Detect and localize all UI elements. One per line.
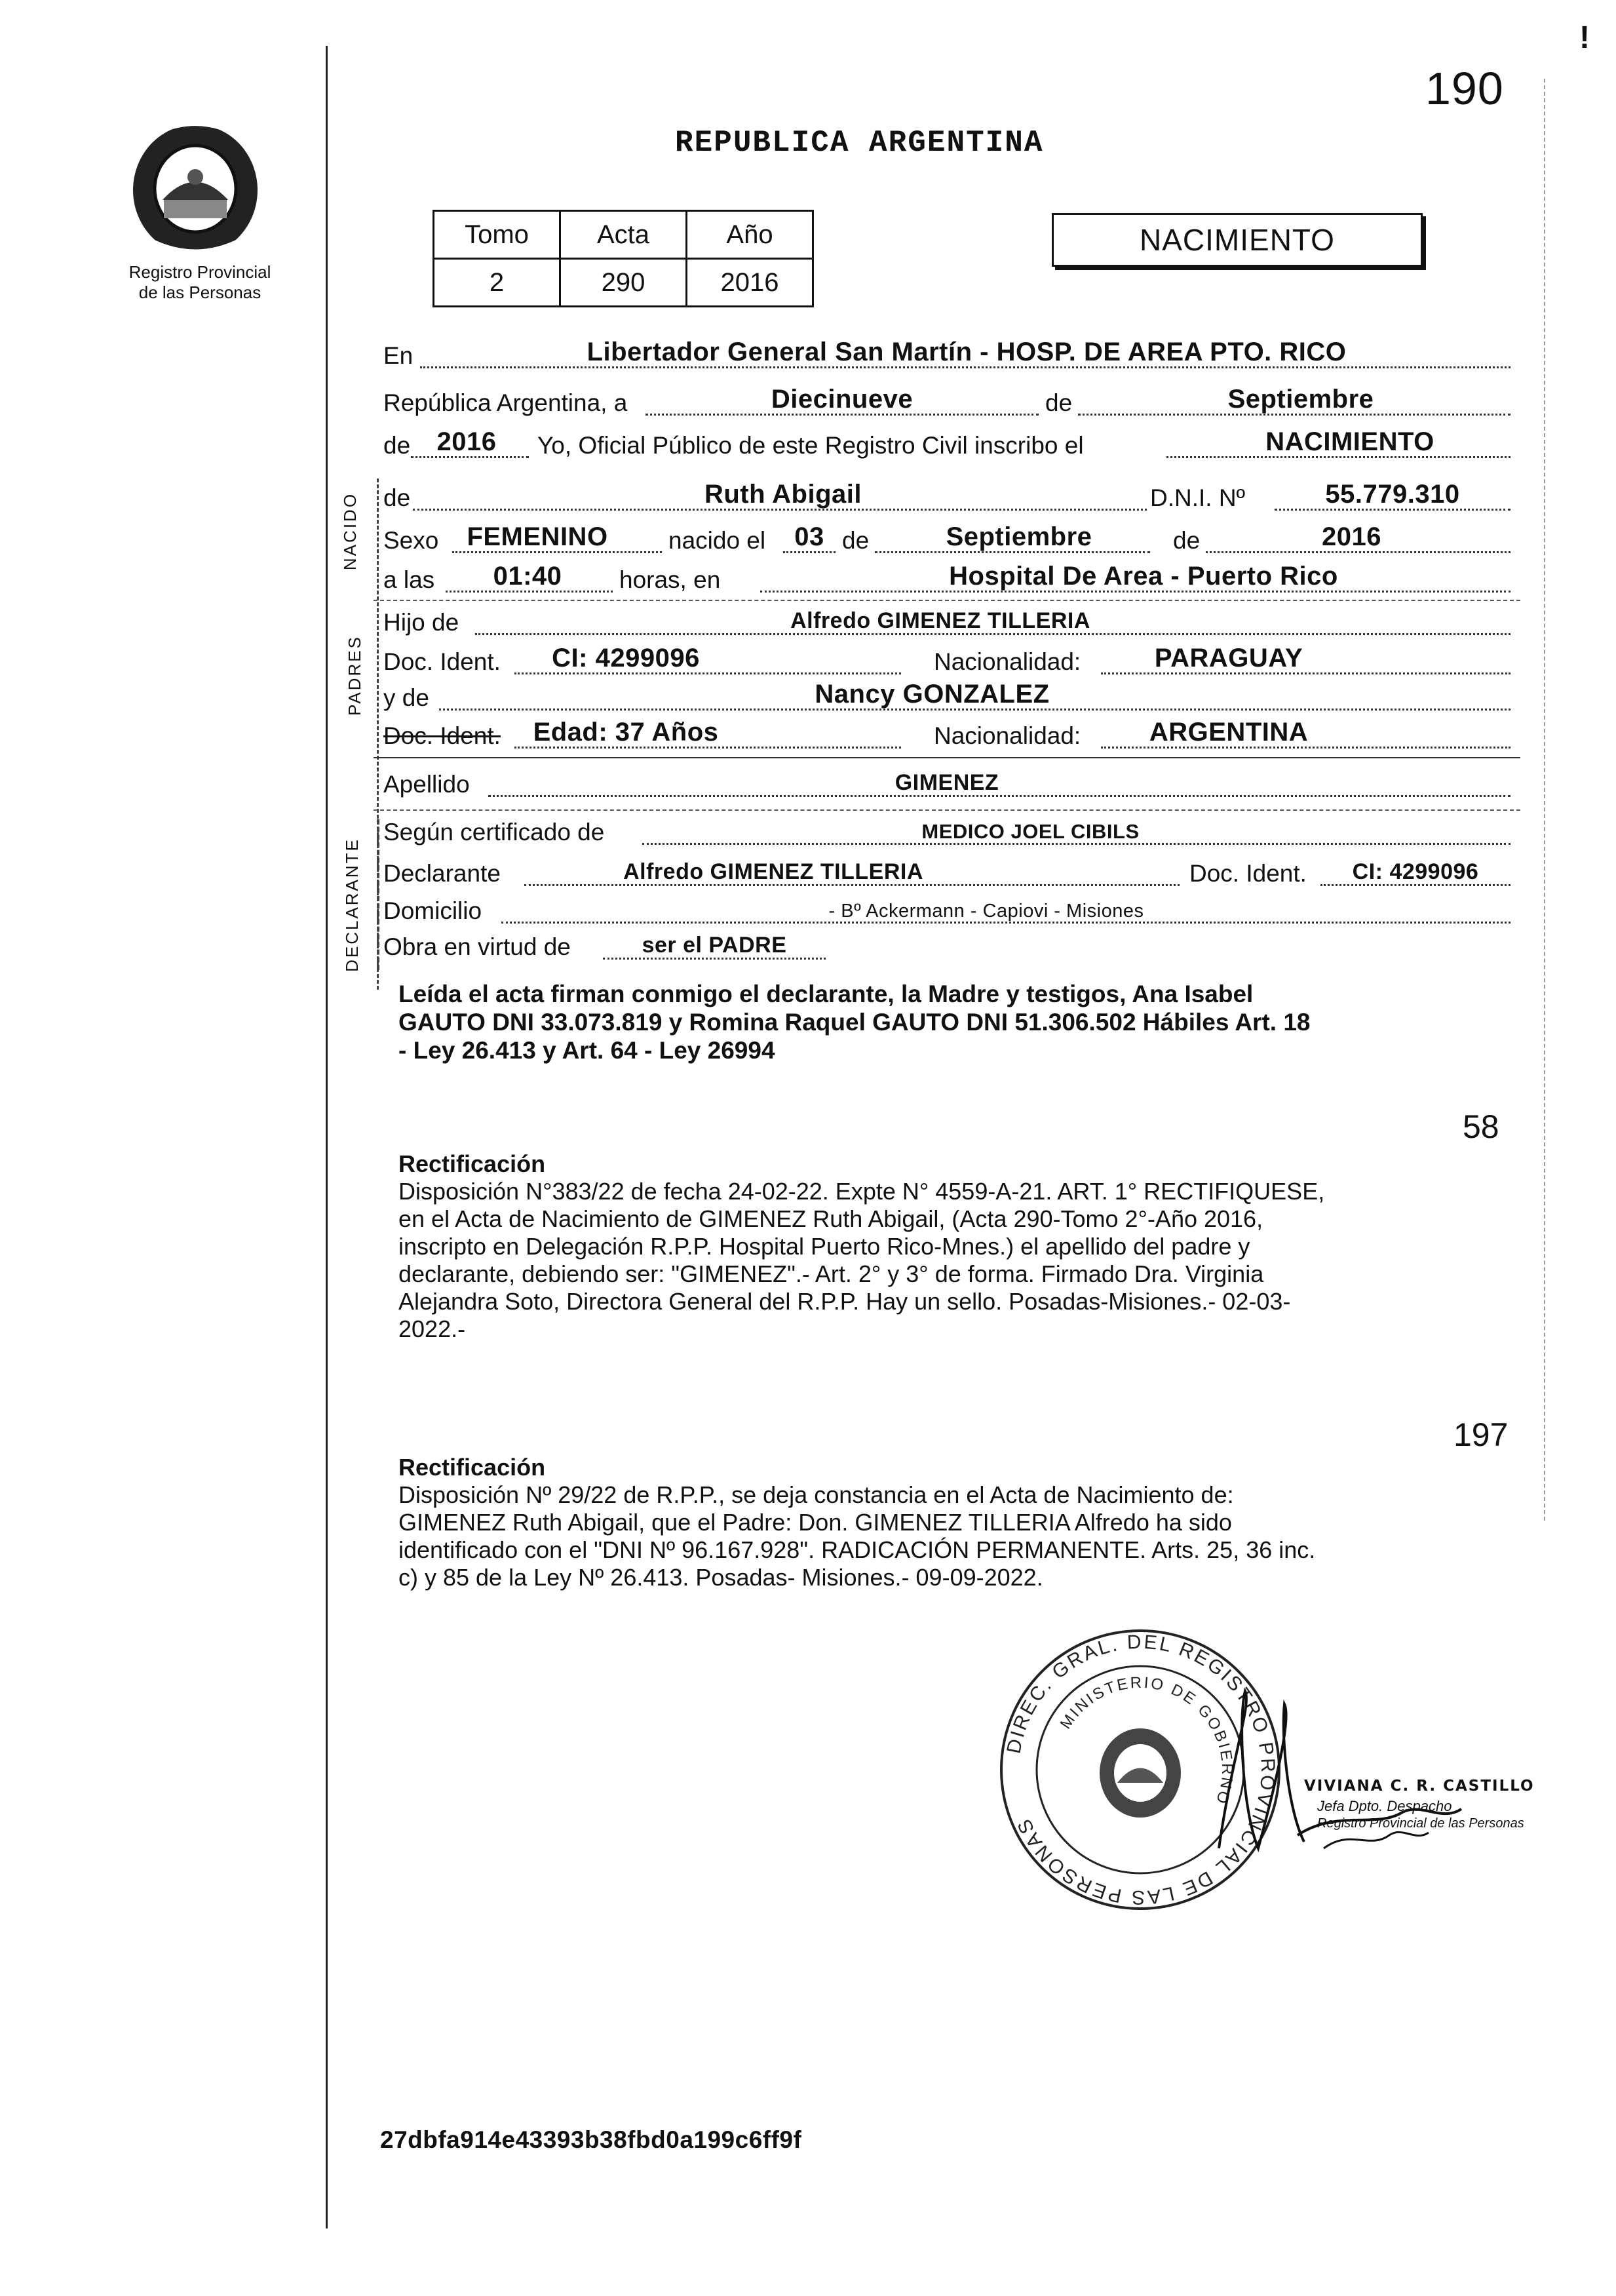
header-tomo: Tomo bbox=[434, 211, 560, 259]
nacionalidad-label: Nacionalidad: bbox=[934, 648, 1081, 675]
header-ano: Año bbox=[687, 211, 813, 259]
father-doc-line bbox=[383, 646, 1510, 680]
closing-statement bbox=[398, 980, 1526, 1064]
rectification-2-line-4: c) y 85 de la Ley Nº 26.413. Posadas- Misiones.- 09-09-2022. bbox=[398, 1564, 1043, 1591]
closing-line-2: GAUTO DNI 33.073.819 y Romina Raquel GAUTO DNI 51.306.502 Hábiles Art. 18 bbox=[398, 1009, 1311, 1036]
doc-ident-label: Doc. Ident. bbox=[383, 648, 501, 675]
yde-label: y de bbox=[383, 684, 429, 711]
doc-ident-label: Doc. Ident. bbox=[1189, 860, 1307, 887]
closing-line-1: Leída el acta firman conmigo el declarante, la Madre y testigos, Ana Isabel bbox=[398, 981, 1254, 1007]
nacido-section-label: NACIDO bbox=[340, 492, 360, 571]
event-type: NACIMIENTO bbox=[1265, 427, 1434, 456]
hijo-label: Hijo de bbox=[383, 609, 459, 636]
birth-year: 2016 bbox=[1322, 522, 1381, 551]
nacido-label: nacido el bbox=[668, 527, 766, 554]
father-document: CI: 4299096 bbox=[552, 644, 700, 672]
rectification-1-line-1: Disposición N°383/22 de fecha 24-02-22. Expte N° 4559-A-21. ART. 1° RECTIFIQUESE, bbox=[398, 1178, 1325, 1205]
declarant-name: Alfredo GIMENEZ TILLERIA bbox=[623, 859, 923, 884]
officer-text: Yo, Oficial Público de este Registro Civil inscribo el bbox=[537, 432, 1084, 459]
province-coat-of-arms-logo bbox=[123, 111, 267, 262]
surname-line bbox=[383, 768, 1510, 802]
nacionalidad-label: Nacionalidad: bbox=[934, 722, 1081, 749]
rectification-1-number: 58 bbox=[1463, 1108, 1499, 1145]
child-sex: FEMENINO bbox=[467, 522, 608, 551]
declarante-label: Declarante bbox=[383, 860, 501, 887]
birth-day: 03 bbox=[794, 522, 824, 551]
declarant-document: CI: 4299096 bbox=[1352, 859, 1479, 884]
certificado-label: Según certificado de bbox=[383, 819, 605, 846]
declarant-line bbox=[383, 857, 1510, 891]
sex-birth-line bbox=[383, 524, 1510, 558]
child-dni: 55.779.310 bbox=[1325, 480, 1460, 509]
country-title: REPUBLICA ARGENTINA bbox=[675, 126, 1044, 160]
margin-mark: ! bbox=[1579, 20, 1590, 55]
certificate-issuer: MEDICO JOEL CIBILS bbox=[921, 820, 1140, 843]
birth-time: 01:40 bbox=[493, 562, 562, 591]
rectification-2-block bbox=[398, 1454, 1539, 1591]
de-label: de bbox=[383, 484, 411, 511]
value-tomo: 2 bbox=[434, 259, 560, 307]
section-separator bbox=[374, 809, 1520, 811]
registry-caption bbox=[111, 262, 288, 303]
act-type-box: NACIMIENTO bbox=[1052, 213, 1423, 267]
rectification-2-number: 197 bbox=[1453, 1416, 1509, 1453]
padres-section-label: PADRES bbox=[345, 635, 364, 716]
registry-line-1: Registro Provincial bbox=[128, 262, 271, 282]
de-label: de bbox=[1173, 527, 1201, 554]
surname-value: GIMENEZ bbox=[895, 770, 999, 795]
right-margin-rule bbox=[1544, 79, 1545, 1521]
rectification-2-line-3: identificado con el "DNI Nº 96.167.928". RADICACIÓN PERMANENTE. Arts. 25, 36 inc. bbox=[398, 1536, 1316, 1563]
section-separator bbox=[374, 757, 1520, 758]
de-label: de bbox=[842, 527, 870, 554]
section-separator bbox=[374, 600, 1520, 601]
handwritten-signature bbox=[1206, 1678, 1494, 1875]
en-label: En bbox=[383, 342, 414, 369]
page-number: 190 bbox=[1425, 63, 1504, 114]
declarant-reason: ser el PADRE bbox=[642, 933, 787, 958]
rectification-1-line-4: declarante, debiendo ser: "GIMENEZ".- Art. 2° y 3° de forma. Firmado Dra. Virginia bbox=[398, 1260, 1264, 1287]
republica-label: República Argentina, a bbox=[383, 389, 628, 416]
rectification-1-block bbox=[398, 1150, 1539, 1343]
officer-line bbox=[383, 429, 1510, 463]
mother-doc-line bbox=[383, 720, 1510, 754]
mother-line bbox=[383, 682, 1510, 716]
address-line bbox=[383, 895, 1510, 929]
dni-label: D.N.I. Nº bbox=[1150, 484, 1246, 511]
birth-place: Hospital De Area - Puerto Rico bbox=[949, 562, 1338, 591]
place-line bbox=[383, 340, 1510, 374]
father-line bbox=[383, 606, 1510, 640]
value-ano: 2016 bbox=[687, 259, 813, 307]
obra-label: Obra en virtud de bbox=[383, 933, 571, 960]
closing-line-3: - Ley 26.413 y Art. 64 - Ley 26994 bbox=[398, 1037, 775, 1064]
de-label: de bbox=[383, 432, 411, 459]
apellido-label: Apellido bbox=[383, 771, 470, 798]
declarant-address: - Bº Ackermann - Capiovi - Misiones bbox=[828, 901, 1144, 922]
registry-line-2: de las Personas bbox=[138, 282, 261, 302]
declarante-section-label: DECLARANTE bbox=[341, 838, 362, 972]
margin-rule bbox=[326, 46, 328, 2228]
rectification-2-line-2: GIMENEZ Ruth Abigail, que el Padre: Don. GIMENEZ TILLERIA Alfredo ha sido bbox=[398, 1509, 1232, 1536]
stamp-outer-text: DIREC. GRAL. DEL REGISTRO PROVINCIAL DE LAS PERSONAS bbox=[1003, 1631, 1279, 1909]
de-label: de bbox=[1045, 389, 1073, 416]
mother-age: Edad: 37 Años bbox=[533, 718, 719, 747]
tomo-acta-ano-table bbox=[433, 210, 814, 307]
rectification-2-title: Rectificación bbox=[398, 1454, 546, 1481]
registration-month: Septiembre bbox=[1227, 385, 1374, 414]
registration-year: 2016 bbox=[436, 427, 497, 456]
rectification-1-line-3: inscripto en Delegación R.P.P. Hospital Puerto Rico-Mnes.) el apellido del padre y bbox=[398, 1233, 1250, 1260]
father-name: Alfredo GIMENEZ TILLERIA bbox=[790, 608, 1090, 633]
certificate-line bbox=[383, 816, 1510, 850]
doc-ident-struck-label: Doc. Ident. bbox=[383, 722, 501, 749]
father-nationality: PARAGUAY bbox=[1154, 644, 1303, 672]
sexo-label: Sexo bbox=[383, 527, 439, 554]
rectification-1-line-2: en el Acta de Nacimiento de GIMENEZ Ruth Abigail, (Acta 290-Tomo 2°-Año 2016, bbox=[398, 1205, 1263, 1232]
value-acta: 290 bbox=[560, 259, 687, 307]
domicilio-label: Domicilio bbox=[383, 897, 482, 924]
birth-time-place-line bbox=[383, 564, 1510, 598]
horas-label: horas, en bbox=[619, 566, 721, 593]
mother-nationality: ARGENTINA bbox=[1149, 718, 1309, 747]
rectification-1-title: Rectificación bbox=[398, 1150, 546, 1177]
child-name: Ruth Abigail bbox=[704, 480, 862, 509]
birth-month: Septiembre bbox=[946, 522, 1092, 551]
stamp-inner-text: MINISTERIO DE GOBIERNO bbox=[1056, 1673, 1237, 1808]
date-line bbox=[383, 387, 1510, 421]
document-hash: 27dbfa914e43393b38fbd0a199c6ff9f bbox=[380, 2126, 802, 2153]
header-acta: Acta bbox=[560, 211, 687, 259]
alas-label: a las bbox=[383, 566, 435, 593]
rectification-1-line-6: 2022.- bbox=[398, 1315, 466, 1342]
signatory-role: Jefa Dpto. Despacho bbox=[1317, 1798, 1452, 1814]
registration-place: Libertador General San Martín - HOSP. DE AREA PTO. RICO bbox=[587, 338, 1347, 366]
mother-name: Nancy GONZALEZ bbox=[815, 680, 1050, 709]
declarante-divider-rule bbox=[377, 819, 379, 970]
signatory-name: VIVIANA C. R. CASTILLO bbox=[1304, 1778, 1535, 1795]
signatory-office: Registro Provincial de las Personas bbox=[1317, 1816, 1524, 1831]
rectification-2-line-1: Disposición Nº 29/22 de R.P.P., se deja constancia en el Acta de Nacimiento de: bbox=[398, 1481, 1234, 1508]
registration-day: Diecinueve bbox=[771, 385, 914, 414]
reason-line bbox=[383, 931, 1510, 965]
rectification-1-line-5: Alejandra Soto, Directora General del R.P.P. Hay un sello. Posadas-Misiones.- 02-03- bbox=[398, 1288, 1291, 1315]
nacido-name-line bbox=[383, 482, 1510, 516]
